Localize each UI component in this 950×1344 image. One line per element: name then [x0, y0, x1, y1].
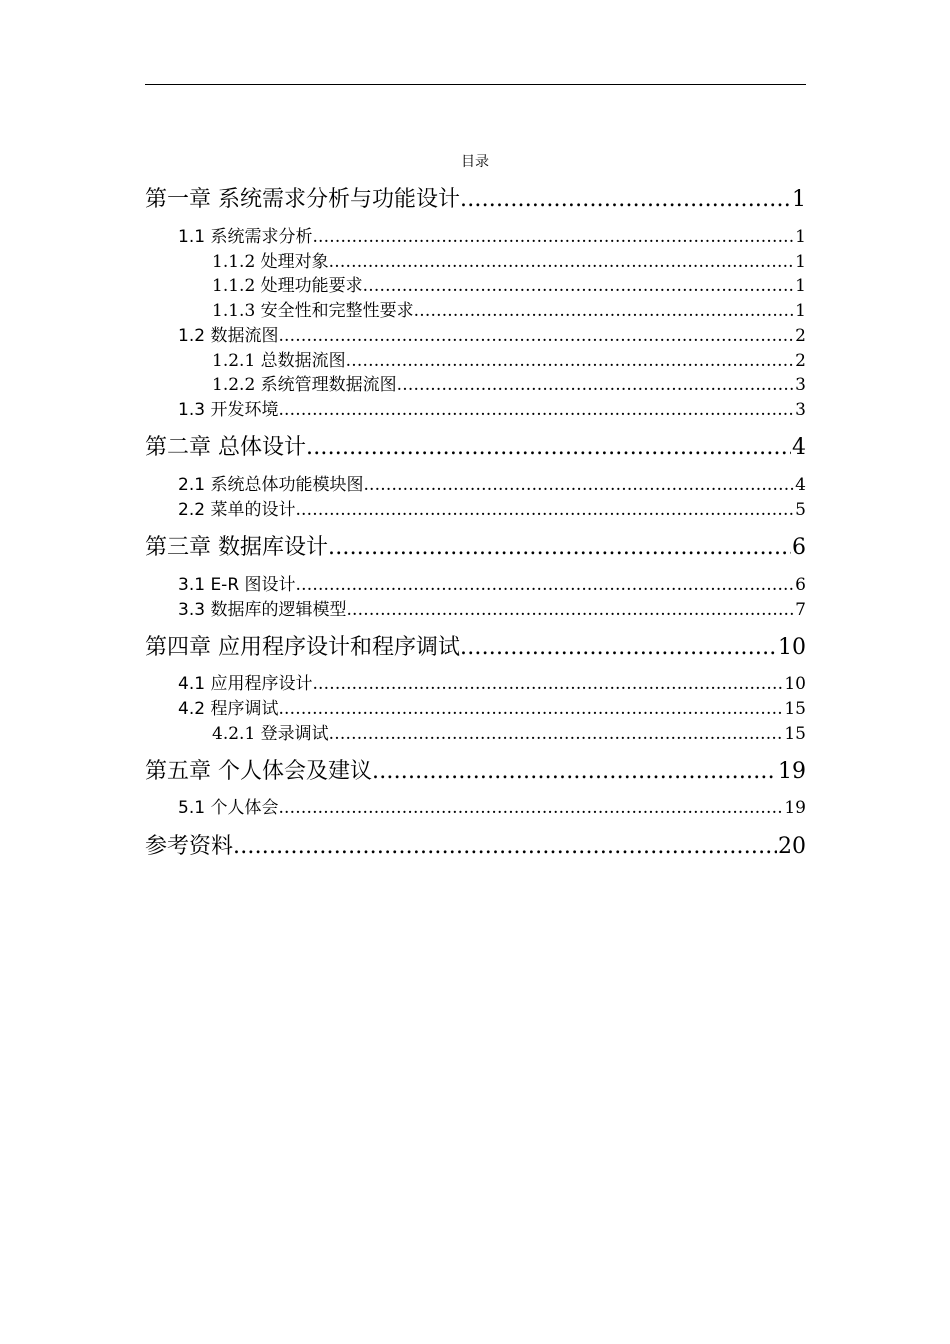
toc-entry-level-1[interactable]: [145, 533, 806, 563]
toc-entry-label: 4.2.1 登录调试: [212, 724, 329, 744]
dot-leader: [460, 185, 791, 215]
toc-entry-page-number: 15: [784, 724, 806, 744]
toc-entry-page-number: 5: [795, 500, 806, 520]
toc-entry-page-number: 1: [795, 227, 806, 247]
toc-entry-page-number: 19: [778, 759, 806, 784]
toc-entry-label: 1.1.2 处理对象: [212, 252, 329, 272]
dot-leader: [278, 796, 783, 820]
toc-entry-page-number: 4: [792, 435, 806, 460]
toc-title: 目录: [461, 154, 489, 170]
toc-entry-page-number: 6: [795, 575, 806, 595]
dot-leader: [328, 533, 791, 563]
toc-entry-label: 2.1 系统总体功能模块图: [178, 475, 364, 495]
toc-entry-level-1[interactable]: [145, 185, 806, 215]
toc-entry-page-number: 15: [784, 699, 806, 719]
dot-leader: [278, 398, 794, 422]
toc-entry-level-3[interactable]: [212, 349, 806, 373]
toc-entry-page-number: 2: [795, 326, 806, 346]
toc-entry-label: 1.1.2 处理功能要求: [212, 276, 363, 296]
toc-entry-label: 第五章 个人体会及建议: [145, 759, 372, 784]
toc-entry-label: 3.1 E-R 图设计: [178, 575, 296, 595]
toc-entry-label: 1.2.2 系统管理数据流图: [212, 375, 397, 395]
toc-entry-level-2[interactable]: [178, 672, 806, 696]
dot-leader: [346, 349, 795, 373]
toc-entry-page-number: 10: [784, 674, 806, 694]
dot-leader: [372, 757, 777, 787]
toc-entry-page-number: 6: [792, 535, 806, 560]
toc-entry-level-2[interactable]: [178, 473, 806, 497]
toc-entry-label: 第三章 数据库设计: [145, 535, 328, 560]
toc-entry-page-number: 10: [778, 635, 806, 660]
toc-entry-label: 参考资料: [145, 834, 234, 859]
toc-entry-page-number: 4: [795, 475, 806, 495]
toc-entry-level-2[interactable]: [178, 225, 806, 249]
toc-entry-label: 1.1 系统需求分析: [178, 227, 313, 247]
dot-leader: [295, 498, 794, 522]
dot-leader: [346, 598, 794, 622]
toc-entry-page-number: 1: [795, 301, 806, 321]
toc-entry-label: 第四章 应用程序设计和程序调试: [145, 635, 460, 660]
dot-leader: [363, 274, 795, 298]
toc-entry-label: 第二章 总体设计: [145, 435, 306, 460]
toc-entry-level-1[interactable]: [145, 433, 806, 463]
toc-entry-level-3[interactable]: [212, 274, 806, 298]
dot-leader: [397, 373, 795, 397]
dot-leader: [233, 832, 777, 862]
toc-entry-label: 1.3 开发环境: [178, 400, 279, 420]
toc-entry-page-number: 20: [778, 834, 806, 859]
toc-entry-label: 1.2.1 总数据流图: [212, 351, 346, 371]
toc-entry-page-number: 3: [795, 400, 806, 420]
toc-entry-label: 3.3 数据库的逻辑模型: [178, 600, 347, 620]
toc-entry-level-2[interactable]: [178, 573, 806, 597]
toc-entry-label: 4.1 应用程序设计: [178, 674, 313, 694]
toc-entry-level-3[interactable]: [212, 373, 806, 397]
toc-entry-level-3[interactable]: [212, 299, 806, 323]
toc-entry-page-number: 1: [795, 252, 806, 272]
dot-leader: [363, 473, 794, 497]
toc-entry-level-3[interactable]: [212, 722, 806, 746]
dot-leader: [312, 225, 794, 249]
toc-entry-label: 5.1 个人体会: [178, 798, 279, 818]
toc-entry-level-2[interactable]: [178, 324, 806, 348]
toc-entry-label: 1.2 数据流图: [178, 326, 279, 346]
dot-leader: [278, 697, 783, 721]
dot-leader: [312, 672, 783, 696]
toc-entry-level-2[interactable]: [178, 598, 806, 622]
dot-leader: [296, 573, 795, 597]
toc-entry-label: 第一章 系统需求分析与功能设计: [145, 187, 460, 212]
toc-entry-page-number: 19: [784, 798, 806, 818]
toc-entry-label: 4.2 程序调试: [178, 699, 279, 719]
toc-entry-page-number: 7: [795, 600, 806, 620]
toc-entry-page-number: 1: [792, 187, 806, 212]
toc-entry-level-1[interactable]: [145, 757, 806, 787]
header-rule: [145, 84, 806, 85]
toc-entry-label: 2.2 菜单的设计: [178, 500, 296, 520]
toc-entry-page-number: 1: [795, 276, 806, 296]
dot-leader: [278, 324, 794, 348]
toc-entry-level-1[interactable]: [145, 633, 806, 663]
toc-entry-level-2[interactable]: [178, 796, 806, 820]
toc-entry-level-3[interactable]: [212, 250, 806, 274]
toc-entry-level-2[interactable]: [178, 498, 806, 522]
dot-leader: [414, 299, 795, 323]
dot-leader: [329, 722, 784, 746]
toc-entry-level-2[interactable]: [178, 697, 806, 721]
dot-leader: [306, 433, 791, 463]
toc-entry-level-2[interactable]: [178, 398, 806, 422]
toc-entry-page-number: 2: [795, 351, 806, 371]
toc-entry-page-number: 3: [795, 375, 806, 395]
toc-entry-label: 1.1.3 安全性和完整性要求: [212, 301, 414, 321]
dot-leader: [329, 250, 795, 274]
toc-entry-level-1[interactable]: [145, 832, 806, 862]
dot-leader: [460, 633, 777, 663]
